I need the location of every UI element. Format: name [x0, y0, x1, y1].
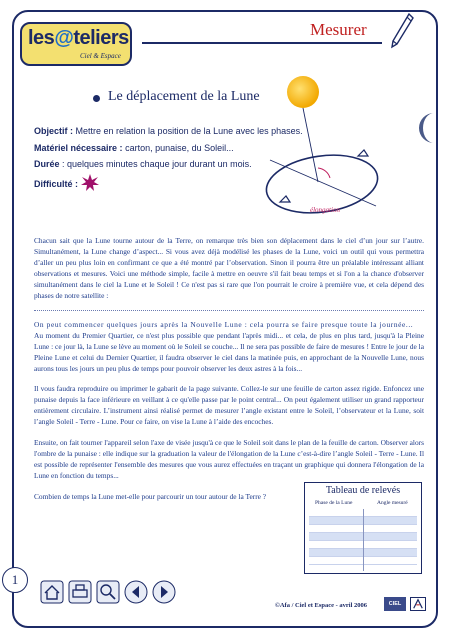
previous-icon[interactable]: [124, 580, 148, 604]
paragraph-intro: Chacun sait que la Lune tourne autour de la Terre, on remarque très bien son déplacement dans le ciel d’un jour sur l’autre. Simultanément, la Lune change d’aspect... Si vous avez déjà modélisé les phases de la Lune, voici un outil qui vous permettra d’aller un peu plus loin en confirmant ce que a été montré par l’observation. Sinon il pourra être un préalable intéressant alliant observations et mesures. Voici une méthode simple, facile à mettre en oeuvre s'il fait beau temps et si l'on a la chance d'observer simultanément dans le ciel la Lune et le Soleil ! Ce n'est pas si rare que l'on pourrait le croire à première vue, et cela dépend des phases de notre satellite :: [34, 236, 424, 300]
home-icon[interactable]: [40, 580, 64, 604]
title-rule: [142, 42, 382, 44]
page-title: Mesurer: [310, 20, 367, 39]
logo-text-pre: les: [28, 27, 55, 49]
crescent-moon-icon: [418, 112, 440, 144]
logo-text-at: @: [54, 27, 74, 49]
difficulte-label: Difficulté :: [34, 179, 78, 189]
difficulte-line: [34, 179, 78, 189]
afa-logo-icon: [410, 597, 426, 611]
elongation-diagram: [230, 60, 390, 230]
paragraph-question: Combien de temps la Lune met-elle pour parcourir un tour autour de la Terre ?: [34, 492, 267, 501]
pencil-icon: [389, 12, 415, 50]
table-col-angle: Angle mesuré: [377, 500, 408, 506]
section-title: Le déplacement de la Lune: [108, 89, 260, 104]
paragraph-gabarit: Il vous faudra reproduire ou imprimer le gabarit de la page suivante. Collez-le sur une feuille de carton assez rigide. Enfoncez une punaise depuis la face inférieure en veillant à ce qu'elle passe par le point central... On peut également utiliser un grand rapporteur entièrement circulaire. L’instrument ainsi réalisé permet de mesurer l’angle existant entre le Soleil, l’observateur et la Lune, soit l’angle Soleil - Terre - Lune. Pour ce faire, on vise la Lune à l’aide des encoches.: [34, 384, 424, 426]
materiel-line: [34, 143, 234, 153]
les-ateliers-logo: [20, 22, 132, 66]
objectif-label: Objectif :: [34, 126, 74, 136]
materiel-text: carton, punaise, du Soleil...: [122, 143, 234, 153]
table-column-divider: [363, 509, 364, 571]
table-col-phase: Phase de la Lune: [315, 500, 353, 506]
next-icon[interactable]: [152, 580, 176, 604]
divider: [34, 310, 424, 311]
duree-label: Durée: [34, 159, 60, 169]
difficulty-star-icon: [81, 174, 99, 192]
logo-subtitle: Ciel & Espace: [80, 52, 121, 60]
releves-table: [304, 482, 422, 574]
materiel-label: Matériel nécessaire :: [34, 143, 123, 153]
section-bullet: [93, 95, 100, 102]
duree-text: : quelques minutes chaque jour durant un mois.: [59, 159, 252, 169]
table-title: Tableau de relevés: [325, 485, 401, 496]
notch-icon: [358, 150, 368, 156]
paragraph-lead: On peut commencer quelques jours après la Nouvelle Lune : cela pourra se faire presque toute la journée...: [34, 320, 414, 329]
elongation-label: élongation: [310, 206, 340, 214]
print-icon[interactable]: [68, 580, 92, 604]
logo-text-post: teliers: [73, 27, 129, 49]
footer-copyright: ©Afa / Ciel et Espace - avril 2006: [275, 602, 368, 609]
objectif-text: Mettre en relation la position de la Lune avec les phases.: [73, 126, 303, 136]
page-number: 1: [2, 567, 28, 593]
sun-icon: [287, 76, 319, 108]
paragraph-mesure: Ensuite, on fait tourner l'appareil selon l'axe de visée jusqu'à ce que le Soleil soit dans le plan de la feuille de carton. Observer alors l'ombre de la punaise : elle indique sur la graduation la valeur de l'élongation de la Lune c’est-à-dire l’angle Soleil - Terre - Lune. Il est possible de représenter l'ensemble des mesures que vous aurez effectuées en traçant un graphique qui donnera l'élongation de la Lune en fonction du temps...: [34, 438, 424, 480]
paragraph-phases: Au moment du Premier Quartier, ce n'est plus possible que pendant l'après midi... et cela, de plus en plus tard, jusqu'à la Pleine Lune : ce jour là, la Lune se lève au moment où le Soleil se couche... Il ne sera pas possible de faire de mesures ! Entre le jour de la Pleine Lune et celui du Dernier Quartier, il faudra observer le ciel dans la matinée puis, en approchant de la Nouvelle Lune, nous aurons tous les jours un peu plus de temps pour pouvoir observer les deux astres à la fois...: [34, 331, 424, 373]
ciel-espace-logo: CIEL: [384, 597, 406, 611]
search-icon[interactable]: [96, 580, 120, 604]
duree-line: [34, 159, 252, 169]
